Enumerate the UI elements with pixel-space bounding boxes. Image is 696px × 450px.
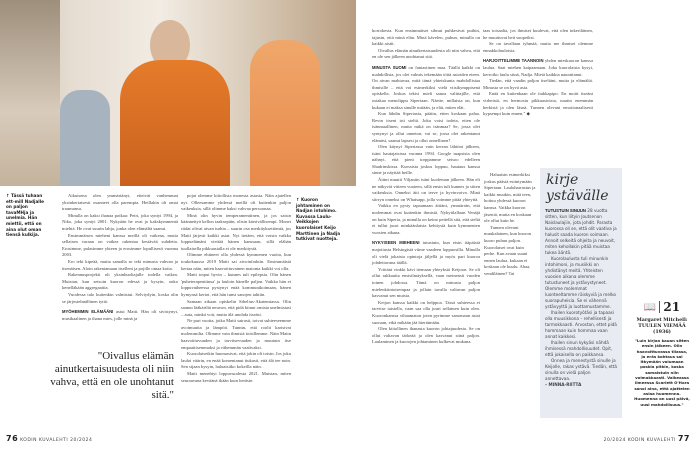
folio-left: [6, 434, 92, 443]
paragraph: Ero teki kipeää, mutta samalla se teki minusta vahvan ja itsenäisen. Aloin rakentamaan itselleni ja pojille omaa kotia.: [62, 258, 178, 271]
paragraph: Ensimmäisen mieheni kanssa meillä oli vaikeaa, mutta sellaisen varaan on vaikea rakentaa kestävää suhdetta. Erosimme, palasimme yhteen ja erosimme lopullisesti vuonna 2003.: [62, 232, 178, 258]
subhead: NYKYISEEN MIEHEENI: [372, 240, 420, 246]
paragraph: Vuodessa talo kuitenkin valmistui. Selviydyin, koska olin se järjestelmällinen tyttö.: [62, 291, 178, 304]
right-page-column-2: [483, 28, 593, 118]
sidebar-lead: TUTUSTUIN SINUUN: [545, 208, 586, 213]
paragraph: Matti toipui hyvin – kunnes tuli epilepsia. Olin hänen 'puheterapeuttinsa' ja lauloin hänelle paljon. Vaikka hän ei loppuvaiheessa pystynyt enää kommunikoimaan, hänen hymynsä kertoi, että hän tunsi sanojen tahtiin.: [181, 272, 291, 297]
subhead: MINUSTA SUOMI: [372, 64, 407, 70]
subhead-paragraph: [372, 240, 480, 266]
paragraph: Keijon kanssa kaikki on helppoa. Tässä suhteessa ei tarvitse taistella, vaan saa olla juuri sellainen kuin olen. Kuoronkanssa vihaamaton joten pyrimme sanomaan asiat suoraan, eikä mikään jää hiertämään.: [372, 299, 480, 325]
book-recommendation: [628, 300, 696, 407]
left-page-column-2: [181, 193, 291, 384]
paragraph: Tunnen olevani muukalainen, kun kuoron kuoro puhuu paljon. Kuorolaiset ovat kuin perhe. Kun avaan suuni ennen laulua, kukaan ei koskaan ole kuulu. Ahaa, vendiläinen? Tai: [484, 224, 532, 276]
paragraph-text: yhden mieskuoron kanssa laulua. Saat miehen kaipaamaan. Joka kuorolaista kysyi, kerroiko laulu siinä, Nadja. Mietä kaikkia naurattanut.: [483, 58, 593, 77]
sidebar-title: kirje ystävälle: [546, 172, 609, 204]
sidebar-signature: – MINNA-RIITTA: [545, 382, 582, 387]
left-page-column-1: [62, 193, 178, 322]
book-title: Margaret Mitchell: TUULEN VIEMÄÄ (1936): [636, 317, 688, 335]
paragraph-text: on fantastinen maa. Täällä kaikki on mahdollista, jos olet valmis tekemään töitä asioiden eteen. On aivan mahtavaa, mitä tämä yhteiskunta mahdollistaa ihmisille – että voi esimerkiksi vielä viisikymppisenä opiskella. Joskus tekisi mieli sanoa valittajille, että ostakaa menolippu Siperiaan. Näette, millaista on, kun kukaan ei maksa sinulle mitään, ja elät, miten elät.: [372, 64, 480, 110]
paragraph: Samaan aikaan opiskelin Sibelius-Akatemiassa. Olin saanut lääkäriltä neuvon, että pidä kiinni omista unelmistasi – auta, minkä voit, mutta älä unohda itseäsi.: [181, 298, 291, 317]
paragraph-text: 28 vuotta sitten, kun liityin Joutsenon Naislaulajiin, jota johdit. Parasta kuorossa oli se, että olit vaativa ja halusit saada kuoron soimaan. Annoit selkeitä ohjeita ja neuvoit, miten kehollakin pitää muistaa tukea ääntä.: [545, 208, 617, 255]
photo-caption-right: ↑ Kuoron johtaminen on Nadjan intohimo. Kuvassa Laulu-Veikkojen kuorolaiset Keijo Marttinen ja Nadja tutkivat nuotteja.: [296, 197, 341, 242]
paragraph: Ihailen kuorotyötäsi ja tapaasi olla muusikkona – rehellisesti ja tarmokkaasti. Arvostan, ettet pidä hommaan kuin hommaa vaan annat kaikkesi.: [545, 310, 617, 339]
right-page-column-1: [372, 28, 480, 346]
paragraph: Aikuisena olen ymmärtänyt, etteivät vanhemmat yksinkertaisesti osanneet olla parempia. Heillakin oli omat traumansa.: [62, 193, 178, 212]
subhead-paragraph: [62, 309, 178, 322]
magazine-issue: 20/2024 KODIN KUVALEHTI: [603, 438, 676, 443]
paragraph: Matti menehtyi loppuvuodesta 2021. Muistan, miten seuraavana keväänä ikään kuin heräsin: [181, 371, 291, 383]
photo-person-left: [60, 90, 110, 186]
folio-right: [604, 434, 690, 443]
letter-sidebar: [540, 168, 622, 418]
paragraph: Enää en kuitenkaan ole tiukkapipo. En moiti itseäni virheistä, en hermostu pikkuasioista, nautin enemmän herkistä ja olen läsnä. Tunnen olevani emotionaalisesti kypsempi kuin ennen." ◆: [483, 91, 593, 117]
subhead: HARJOITTELIMME TAANNOIN: [483, 58, 544, 64]
subhead-paragraph: [483, 58, 593, 78]
book-header: [628, 300, 696, 314]
photo-caption-left: ↑ Tässä tuhaan ett-mill Nadjalle on paljon tavaMHja ja unelmia. Hän miettii, että on aina olut oman tienså kulkija.: [6, 193, 45, 238]
paragraph: Ihailen sinun kykyäsi nähdä ihmisessä mahdollisuudet. Opit, että jokaisella on paikkansa.: [545, 340, 613, 357]
paragraph: Onnea ja menestystä sinulle ja Keijolle, rakas ystävä. Tiedän, että sinulla on vielä paljon annettavaa.: [545, 358, 617, 381]
paragraph: Minä olin hyvin temperamenttinen, ja jos saisin käännettyä kellon taaksepäin, olisin kärsivällisempi. Monet riidat olivat aivan turhia – suurin osa merkityksettömiä, jos Matti järjesti kaikki asiat. Nyt tietäen, että voisin vaikka loppuelämäni viettää hänen kanssaan, sillä elähän tuollaisella pikkuasialla ei ole merkitystä.: [181, 212, 291, 251]
book-number: 21: [663, 300, 681, 314]
paragraph: Oivallus elämän ainutkertaisuudesta oli niin vahva, että en ole sen jälkeen unohtanut sitä.: [372, 47, 480, 60]
paragraph: Kuorolaisetkin huomasivat, että jokin oli toisin. Jos joku lauloi väärin, en enää komentanut tiukasti, että älä tee noin. Sen sijaan kysyin, haluaisitko kokeilla näin.: [181, 351, 291, 370]
paragraph: Haluaisin esimerkiksi joskus päästä esiintymään Siperiaan. Lauluharrastus ja kaikki muukin, mitä teen, hoituu yhdessä kuoron kanssa. Vaikka kuoron jäseniä, mutta en koskaan ole ollut kuin he.: [484, 172, 536, 224]
pull-quote: "Oivallus elämän ainutkertaisuudesta oli niin vahva, että en ole unohtanut sitä.": [50, 350, 174, 401]
photo-person-body: [120, 60, 230, 186]
paragraph: pojat olemme kiitollisia monesta asiasta. Näin ajatellen nyt. Olleesamme yhdessä meillä oli kuitenkin paljon vaikeuksia, sillä olimme kaksi vahvaa persoonaa.: [181, 193, 291, 212]
subhead: MYÖHEMMIN ELÄMÄÄNI: [62, 309, 114, 315]
paragraph: horrokesta. Kun ensimmäiset silmut puhkesivat puihin, tajusin, että minä elän. Minä kävelen, puhun, minulla on kaikki aistit.: [372, 28, 480, 47]
paragraph: Rakennusprojekti oli yksinhuoltajalle todella vaikea. Muistan, kun seisoin kuoron edessä ja kysyin, onko kenelläkään aggregaattia.: [62, 272, 178, 291]
paragraph: Se on tavallaan tyhmää, mutta me ihmiset olemme ennakkoluuloisia.: [483, 41, 593, 53]
paragraph: Minulla on kaksi ihanaa poikaa: Petri, joka syntyi 1994, ja Niko, joka syntyi 2001. Nykyään he ovat jo kakskymmentä miehiä. He ovat suurin lahja, jonka olen elämältä saanut.: [62, 212, 178, 231]
paragraph: Olen kiitollinen ihanasta kuoron johtajuudesta. Se on ollut valtavan tärkeää ja olen kasvanut siinä paljon. Laulaminen ja kuorojen johtaminen kulkevat mukana.: [372, 326, 480, 345]
book-quote: "Luin kirjan kauan sitten ensin jälkeen. Olin haavoittuvassa tilassa, ja eräs kohtaus sai itkymään valumaan poskia pitkin, koska samaistuin niin voimakkaasti. Valkeassa ilmeessa Scarlett O'Hara sanoi aina, että ajattelen asiaa huomenna. Huomenna on uusi päivä, uusi mahdollisuus.": [634, 338, 690, 407]
open-book-icon: 📖: [643, 301, 657, 313]
paragraph: Vaikka en pysty tapaamaan äitiäni, ymmärrän, että molemmat ovat kuitenkin ihmisiä. Nykytilallaan Venäjä on kuin Siperia, ja minulla on keino peitellä sitä, että sieltä ei tullut juuri minkäänlaista kehitystä kuin kymmenien vuosien aikana.: [372, 203, 480, 235]
paragraph: Kun lähdin Siperiasta, päätin, etten koskaan palaa. Revin itseni irti sieltä. Joku voisi todeta, etten ole isänmaallinen, mutta mikä on isänmaa? Se, jossa olet syntynyt ja ollut onneton, vai se, jossa olet rakentanut elämäsi, saanut lapsesi ja ollut onnellinen?: [372, 111, 480, 143]
subhead-paragraph: [372, 65, 480, 111]
paragraph-text: tutustuin, kun etsin itäpäistä majoitusta Helsingistä viime vaadeen loppuosilla. Minulla oli vielä jokaista opintoja jäljellä ja myös pari kuoroa johdettavana täällä.: [372, 240, 480, 266]
photo-choir-rehearsal: [0, 0, 356, 186]
sidebar-text: [540, 204, 622, 392]
paragraph: Olen käynyt Siperiassa vain kerran lähtöni jälkeen, isäni hautajaisissa vuonna 1994. Google mapsista olen nähnyt, että pieni torppamme seisoo edelleen Shadrinskissa. Kurssista joskus loppuu, hautaus kanssa sinne ja näyttää heille.: [372, 144, 480, 176]
paragraph-text: astui Matti. Hän oli sivistynyt, musikaalinen ja ihana mies, jolle minä ja: [62, 309, 178, 321]
paragraph: Yrittäni vinkki kävi tiemaan yhteyksiä Keijoon. Se oli ollut rakkautta ensisilmäyksellä, vaan meinensit vuoden toinen johdossa. Tämä on minusta paljon mielenkiintoisempaa ja jollain tavalla valtavan paljon kasvanut sen muista.: [372, 266, 480, 299]
paragraph: Olimme ehtineet olla yhdessä kymmenen vuotta, kun toukokuussa 2019 Matti sai aivoinfarktin. Ensimmäistä kertaa näin, miten haavoittuvainen matonta kaikki voi olla.: [181, 252, 291, 271]
page-number: 77: [677, 434, 690, 443]
paragraph: Äitini muutti Viljaniin isäni kuoleman jälkeen. Hän eli ne näkyvät viiteen vuoteen, sillä ensin tuli kunnes ja sitten vaikeuksia. Onneksi äiti on terve ja hyvinvoiva. Minä siirryn onneksi on Whatsapp, jolla voimme pitää yhteyttä.: [372, 177, 480, 202]
paragraph: Ne pari vuotta, jotka Matti sairasti, toivat suhteeseemme avoimuutta ja lämpöä. Tunnin, että roolit karisivat molemmilta. Olimme vain ihmisiä toisillemme. Näin Matin haavoittuvuuden ja tarvitsevuuden ja muutuin itse empaattisemmaksi ja vähemmän vaativaksi.: [181, 318, 291, 350]
magazine-issue: KODIN KUVALEHTI 20/2024: [20, 438, 93, 443]
photo-wall-left: [0, 0, 60, 186]
paragraph: Kuorolaulusta tuli minunkin intohimoni, ja musiikki on yhdistänyt meitä. Yhteisten vuosien aikana olemme tutustuneet ja ystävystyneet. Olemme molemmat luonteeltamme räiskyviä ja melko suorapuheisia. Se ei vähennä ystävyyttä ja luottamustamme.: [545, 256, 616, 309]
photo-person-right: [250, 40, 320, 186]
right-page-column-2-continued: [484, 172, 536, 278]
paragraph: Tiedän, että vaadin paljon itseltäni, mutta ja elämältä. Minusta se on hyvä asia.: [483, 78, 593, 90]
divider: [659, 301, 660, 313]
page-number: 76: [6, 434, 19, 443]
paragraph: taas toisaalta, jos ihmiset kuulevat, että olen inkeriläinen, he muuttuvat heti suopeiksi.: [483, 28, 593, 40]
